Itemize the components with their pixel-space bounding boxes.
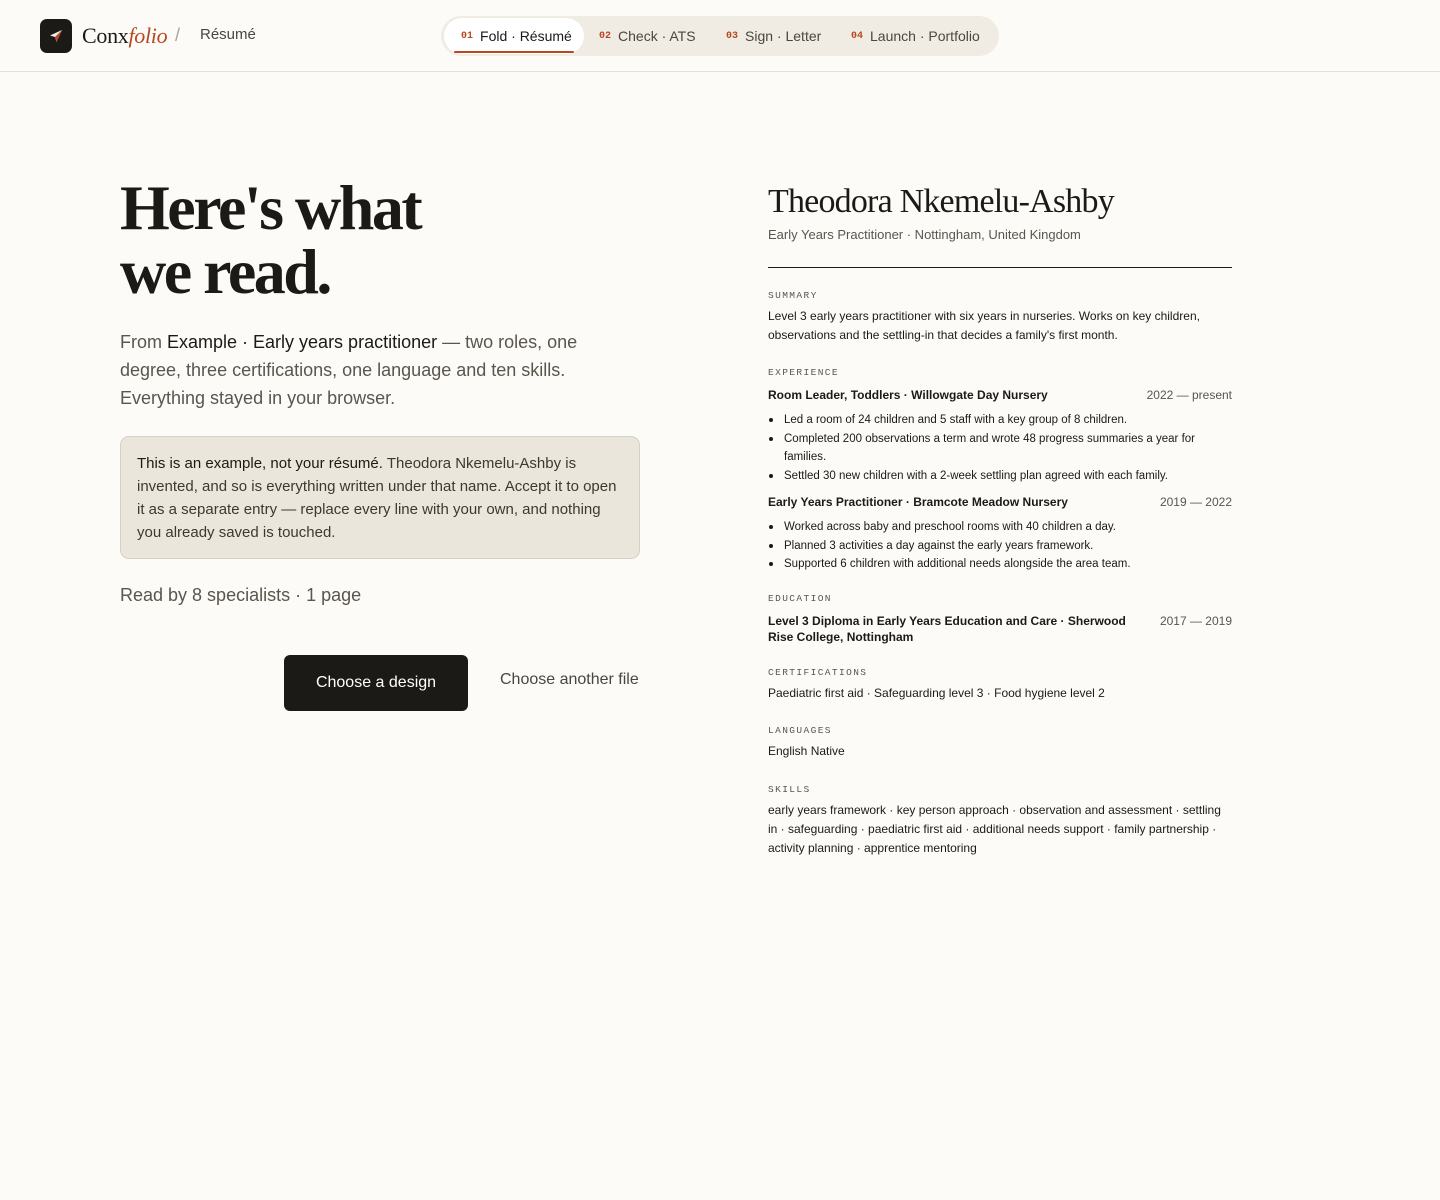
- brand-name-accent: folio: [128, 23, 168, 48]
- example-notice: [120, 436, 640, 559]
- notice-body: Theodora Nkemelu-Ashby is invented, and so is everything written under that name. Accept it to open it as a separate entry — replace every line with your own, and nothing you already saved is touched.: [137, 455, 617, 541]
- education-title: Level 3 Diploma in Early Years Education and Care · Sherwood Rise College, Nottingham: [768, 614, 1126, 644]
- summary-text: Level 3 early years practitioner with six years in nurseries. Works on key children, observations and the settling-in that decides a family's first month.: [768, 309, 1200, 342]
- top-bar: [0, 0, 1440, 72]
- job-title: Early Years Practitioner · Bramcote Meadow Nursery: [768, 495, 1068, 509]
- tab-fold-resume[interactable]: [444, 18, 584, 54]
- step-label: Fold · Résumé: [480, 28, 572, 44]
- breadcrumb-current: Résumé: [200, 26, 256, 43]
- lead-sep: ·: [237, 332, 254, 352]
- list-item: Led a room of 24 children and 5 staff with a key group of 8 children.: [784, 411, 1232, 430]
- list-item: Settled 30 new children with a 2-week settling plan agreed with each family.: [784, 467, 1232, 486]
- experience-label: EXPERIENCE: [768, 367, 840, 378]
- resume-name: Theodora Nkemelu-Ashby: [768, 183, 1114, 220]
- job-dates: 2019 — 2022: [1159, 495, 1232, 509]
- brand-name-main: Conx: [82, 23, 129, 48]
- step-number: 02: [599, 30, 612, 42]
- brand-name: [82, 23, 167, 49]
- summary-section: [768, 290, 1232, 345]
- experience-section: [768, 367, 1232, 574]
- list-item: Planned 3 activities a day against the early years framework.: [784, 537, 1232, 556]
- certifications-text: Paediatric first aid · Safeguarding level 3 · Food hygiene level 2: [768, 686, 1105, 700]
- job-heading: [768, 387, 1232, 403]
- education-label: EDUCATION: [768, 593, 832, 604]
- step-label: Check · ATS: [618, 28, 696, 44]
- paper-plane-logo-icon: [40, 19, 72, 53]
- brand[interactable]: [40, 19, 167, 53]
- summary-label: SUMMARY: [768, 290, 818, 301]
- resume-subtitle: Early Years Practitioner · Nottingham, United Kingdom: [768, 227, 1081, 242]
- certifications-label: CERTIFICATIONS: [768, 667, 868, 678]
- languages-label: LANGUAGES: [768, 725, 832, 736]
- skills-text: early years framework · key person approach · observation and assessment · settling in · safeguarding · paediatric first aid · additional needs support · family partnership · activity planning · apprentice mentoring: [768, 803, 1221, 855]
- education-heading: [768, 613, 1232, 645]
- list-item: Supported 6 children with additional needs alongside the area team.: [784, 555, 1232, 574]
- parse-summary: [120, 328, 620, 412]
- job-dates: 2022 — present: [1146, 388, 1232, 402]
- education-dates: 2017 — 2019: [1159, 614, 1232, 628]
- tab-sign-letter[interactable]: [726, 18, 821, 54]
- job-heading: [768, 494, 1232, 510]
- lead-source: Example: [167, 332, 238, 352]
- job-bullets: [768, 411, 1232, 485]
- step-label: Sign · Letter: [745, 28, 822, 44]
- resume-divider: [768, 267, 1232, 268]
- step-number: 03: [726, 30, 739, 42]
- lead-role: Early years practitioner: [253, 332, 438, 352]
- job-bullets: [768, 518, 1232, 574]
- languages-section: [768, 725, 1232, 761]
- skills-label: SKILLS: [768, 784, 811, 795]
- step-label: Launch · Portfolio: [870, 28, 980, 44]
- step-number: 04: [851, 30, 864, 42]
- skills-section: [768, 784, 1232, 858]
- tab-check-ats[interactable]: [599, 18, 696, 54]
- step-number: 01: [461, 30, 474, 42]
- education-section: [768, 593, 1232, 645]
- notice-heading: This is an example, not your résumé.: [137, 455, 383, 472]
- choose-another-file-link[interactable]: Choose another file: [500, 671, 639, 688]
- list-item: Completed 200 observations a term and wrote 48 progress summaries a year for families.: [784, 430, 1232, 467]
- breadcrumb-separator: /: [175, 25, 181, 45]
- list-item: Worked across baby and preschool rooms with 40 children a day.: [784, 518, 1232, 537]
- workflow-steps: [441, 16, 999, 56]
- page-title: Here's what we read.: [120, 172, 421, 307]
- tab-launch-portfolio[interactable]: [851, 18, 980, 54]
- languages-text: English Native: [768, 744, 845, 758]
- read-by-meta: Read by 8 specialists · 1 page: [120, 585, 362, 605]
- choose-design-button[interactable]: Choose a design: [284, 655, 468, 711]
- lead-rest: — two roles, one degree, three certifications, one language and ten skills. Everything stayed in your browser.: [120, 332, 578, 408]
- lead-prefix: From: [120, 332, 167, 352]
- job-title: Room Leader, Toddlers · Willowgate Day Nursery: [768, 388, 1048, 402]
- certifications-section: [768, 667, 1232, 703]
- resume-preview: [768, 180, 1232, 855]
